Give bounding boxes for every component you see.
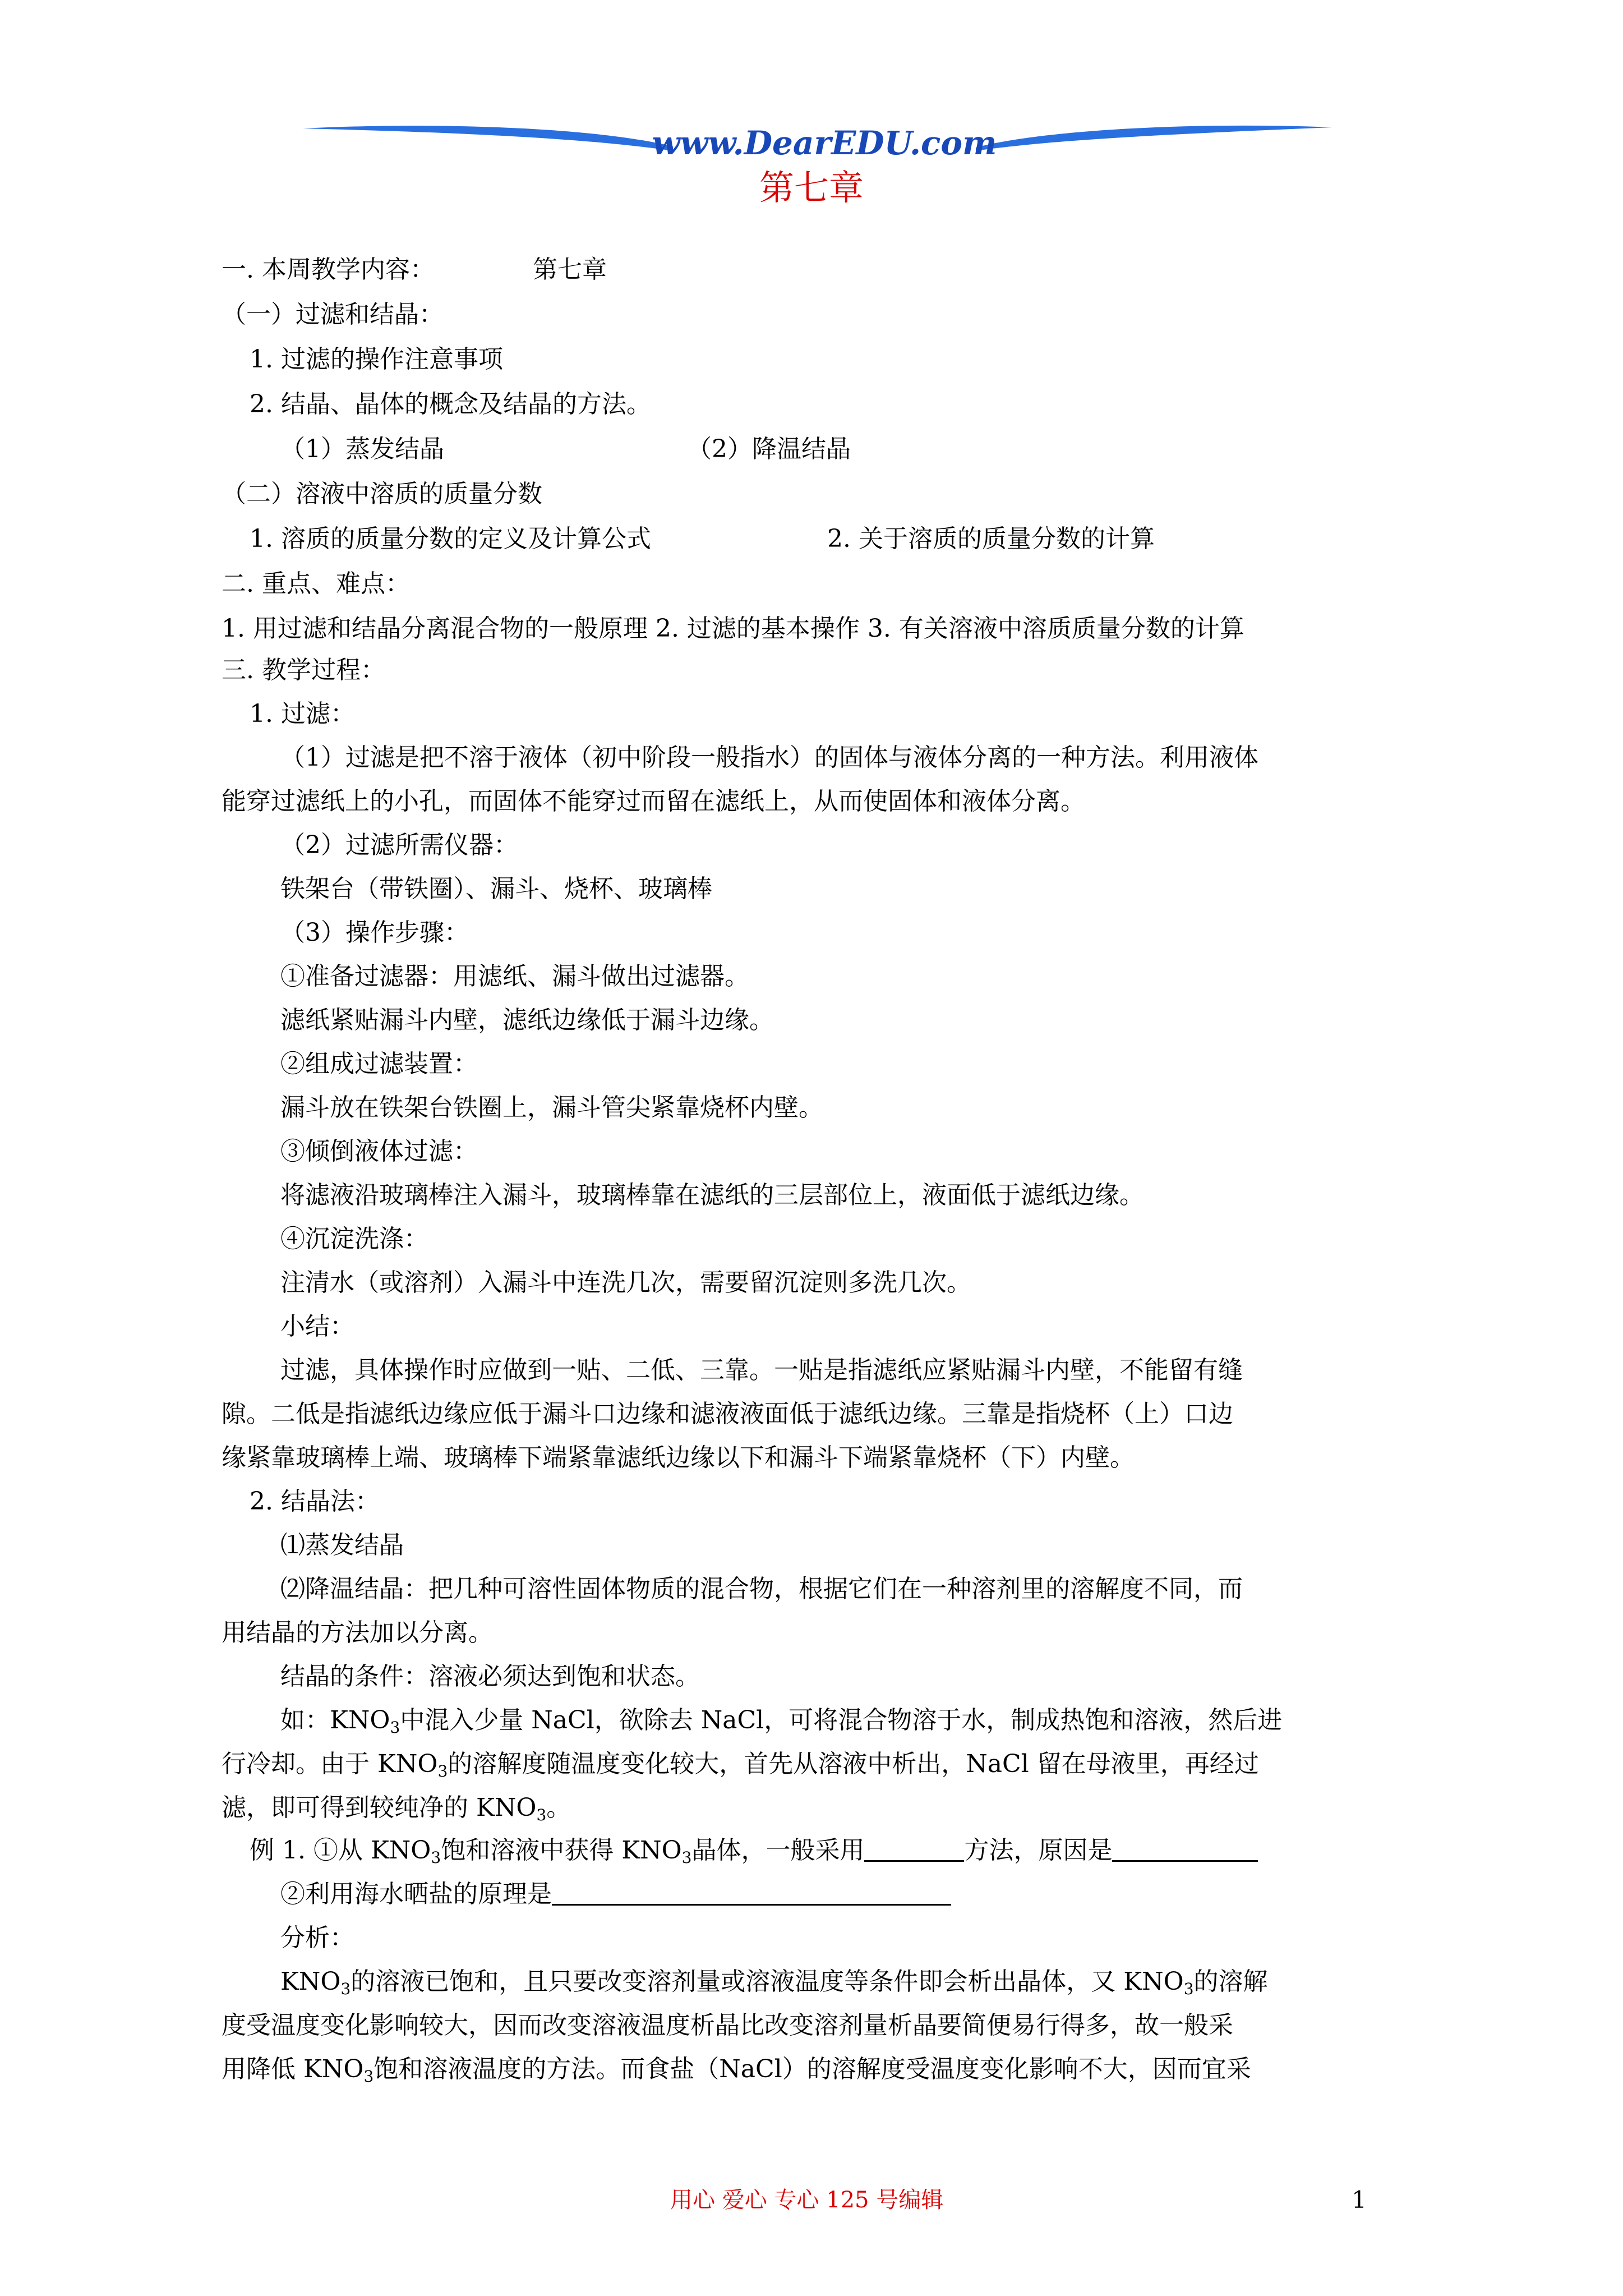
item-1-2-methods (280, 433, 851, 466)
text-fragment: 如：KNO (280, 1706, 390, 1734)
text-fragment: 例 1. ①从 KNO (250, 1836, 431, 1865)
step-3-text: 将滤液沿玻璃棒注入漏斗，玻璃棒靠在滤纸的三层部位上，液面低于滤纸边缘。 (280, 1181, 1144, 1209)
analysis-line2: 度受温度变化影响较大，因而改变溶液温度析晶比改变溶剂量析晶要简便易行得多，故一般采 (222, 2011, 1233, 2040)
example-text-line3 (222, 1792, 571, 1824)
site-name: www.DearEDU.com (652, 124, 997, 162)
item-1-2: 2. 结晶、晶体的概念及结晶的方法。 (250, 390, 651, 418)
filtration-title: 1. 过滤： (250, 700, 355, 728)
method-2-line2: 用结晶的方法加以分离。 (222, 1618, 493, 1647)
section-1-value: 第七章 (533, 255, 607, 284)
section-1-label: 一. 本周教学内容： (222, 255, 435, 284)
section-1-heading (222, 254, 607, 286)
text-fragment: KNO (280, 1967, 341, 1996)
text-fragment: ②利用海水晒盐的原理是 (280, 1880, 552, 1908)
method-evaporation: （1）蒸发结晶 (280, 435, 444, 463)
method-1: ⑴蒸发结晶 (280, 1531, 404, 1559)
step-2: ②组成过滤装置： (280, 1050, 478, 1078)
filtration-p1-line1: （1）过滤是把不溶于液体（初中阶段一般指水）的固体与液体分离的一种方法。利用液体 (280, 743, 1258, 772)
text-fragment: 行冷却。由于 KNO (222, 1750, 438, 1778)
text-fragment: 晶体，一般采用 (691, 1836, 865, 1865)
text-fragment: 饱和溶液中获得 KNO (441, 1836, 682, 1865)
filtration-p2: （2）过滤所需仪器： (280, 831, 518, 859)
subscript: 3 (536, 1806, 547, 1824)
section-2-heading: 二. 重点、难点： (222, 569, 410, 598)
summary-label: 小结： (280, 1312, 354, 1341)
summary-line1: 过滤，具体操作时应做到一贴、二低、三靠。一贴是指滤纸应紧贴漏斗内壁，不能留有缝 (280, 1356, 1243, 1384)
method-cooling: （2）降温结晶 (687, 435, 851, 463)
chapter-title: 第七章 (759, 167, 864, 208)
text-fragment: 中混入少量 NaCl，欲除去 NaCl，可将混合物溶于水，制成热饱和溶液，然后进 (400, 1706, 1283, 1734)
step-3: ③倾倒液体过滤： (280, 1137, 478, 1166)
text-fragment: 饱和溶液温度的方法。而食盐（NaCl）的溶解度受温度变化影响不大，因而宜采 (374, 2055, 1251, 2083)
answer-blank-method[interactable] (864, 1837, 964, 1862)
summary-line3: 缘紧靠玻璃棒上端、玻璃棒下端紧靠滤纸边缘以下和漏斗下端紧靠烧杯（下）内壁。 (222, 1443, 1135, 1472)
method-2-line1: ⑵降温结晶：把几种可溶性固体物质的混合物，根据它们在一种溶剂里的溶解度不同，而 (280, 1575, 1243, 1603)
text-fragment: 滤，即可得到较纯净的 KNO (222, 1793, 537, 1822)
filtration-p1-line2: 能穿过滤纸上的小孔，而固体不能穿过而留在滤纸上，从而使固体和液体分离。 (222, 787, 1085, 816)
subscript: 3 (437, 1762, 448, 1780)
text-fragment: 的溶液已饱和，且只要改变溶剂量或溶液温度等条件即会析出晶体，又 KNO (351, 1967, 1184, 1996)
subscript: 3 (1183, 1980, 1194, 1998)
item-1-1: 1. 过滤的操作注意事项 (250, 345, 503, 374)
filtration-instruments: 铁架台（带铁圈）、漏斗、烧杯、玻璃棒 (280, 875, 712, 903)
summary-line2: 隙。二低是指滤纸边缘应低于漏斗口边缘和滤液液面低于滤纸边缘。三靠是指烧杯（上）口边 (222, 1400, 1233, 1428)
step-1: ①准备过滤器：用滤纸、漏斗做出过滤器。 (280, 962, 749, 991)
subsection-1-heading: （一）过滤和结晶： (222, 300, 444, 329)
analysis-line3 (222, 2053, 1251, 2086)
subscript: 3 (340, 1980, 351, 1998)
analysis-label: 分析： (280, 1924, 354, 1952)
section-2-text: 1. 用过滤和结晶分离混合物的一般原理 2. 过滤的基本操作 3. 有关溶液中溶质质量分数的计算 (222, 614, 1244, 643)
item-2-2: 2. 关于溶质的质量分数的计算 (827, 524, 1155, 553)
example-text-line2 (222, 1748, 1259, 1780)
text-fragment: 的溶解度随温度变化较大，首先从溶液中析出，NaCl 留在母液里，再经过 (448, 1750, 1259, 1778)
step-2-text: 漏斗放在铁架台铁圈上，漏斗管尖紧靠烧杯内壁。 (280, 1093, 823, 1122)
text-fragment: 。 (546, 1793, 571, 1822)
footer-text: 用心 爱心 专心 125 号编辑 (670, 2187, 944, 2213)
subsection-2-heading: （二）溶液中溶质的质量分数 (222, 480, 542, 508)
step-4-text: 注清水（或溶剂）入漏斗中连洗几次，需要留沉淀则多洗几次。 (280, 1268, 971, 1297)
step-4: ④沉淀洗涤： (280, 1225, 428, 1253)
section-3-heading: 三. 教学过程： (222, 656, 385, 684)
header-logo (303, 115, 1332, 165)
filtration-p3: （3）操作步骤： (280, 918, 469, 947)
crystallization-condition: 结晶的条件：溶液必须达到饱和状态。 (280, 1662, 700, 1691)
example-text-line1 (280, 1704, 1282, 1737)
text-fragment: 用降低 KNO (222, 2055, 364, 2083)
analysis-line1 (280, 1966, 1268, 1998)
text-fragment: 方法，原因是 (964, 1836, 1113, 1865)
subscript: 3 (431, 1848, 441, 1867)
answer-blank-principle[interactable] (552, 1880, 951, 1906)
subscript: 3 (681, 1848, 692, 1867)
text-fragment: 的溶解 (1193, 1967, 1268, 1996)
crystallization-title: 2. 结晶法： (250, 1487, 380, 1516)
page-number: 1 (1352, 2186, 1367, 2214)
item-2-row (250, 523, 1155, 555)
subscript: 3 (390, 1718, 400, 1737)
example-1-q2 (280, 1878, 951, 1911)
answer-blank-reason[interactable] (1112, 1837, 1258, 1862)
item-2-1: 1. 溶质的质量分数的定义及计算公式 (250, 524, 651, 553)
step-1-text: 滤纸紧贴漏斗内壁，滤纸边缘低于漏斗边缘。 (280, 1006, 774, 1034)
subscript: 3 (363, 2067, 374, 2086)
example-1-q1 (250, 1834, 1258, 1867)
